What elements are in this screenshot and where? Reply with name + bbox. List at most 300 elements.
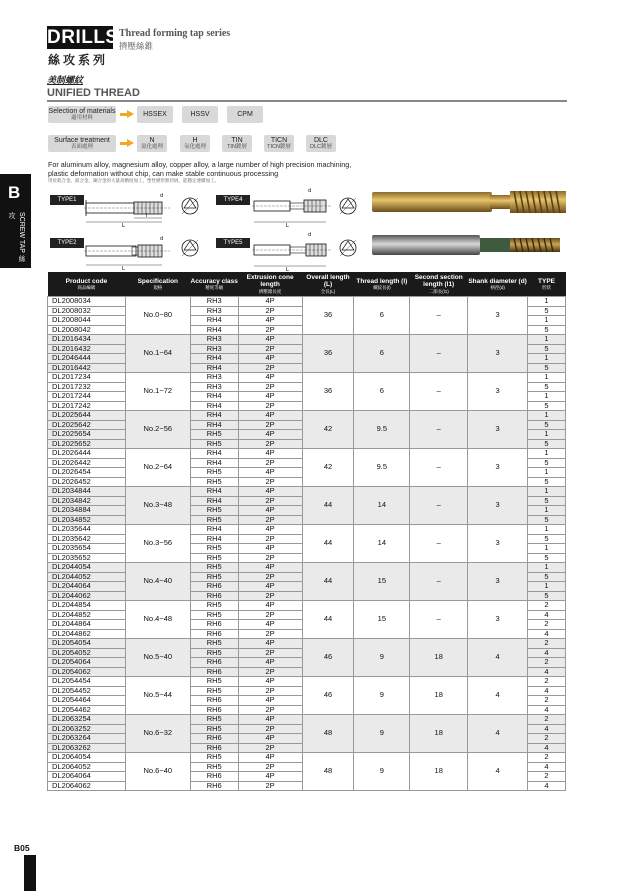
extrusion-cone-cell: 2P: [238, 401, 302, 411]
extrusion-cone-cell: 4P: [238, 677, 302, 687]
accuracy-class-cell: RH6: [190, 705, 238, 715]
surface-label-cn: 表面處理: [70, 144, 93, 151]
product-code-cell: DL2044052: [48, 572, 126, 582]
description-line: For aluminum alloy, magnesium alloy, copper alloy, a large number of high precision machining,: [48, 160, 352, 169]
specification-cell: No.4−48: [125, 601, 190, 639]
product-code-cell: DL2054454: [48, 677, 126, 687]
type2-tap-drawing: [84, 231, 176, 271]
accuracy-class-cell: RH5: [190, 715, 238, 725]
section-title: UNIFIED THREAD: [47, 87, 140, 99]
extrusion-cone-cell: 4P: [238, 544, 302, 554]
shank-diameter-cell: 4: [468, 677, 528, 715]
type-cell: 5: [528, 477, 566, 487]
col-extrusion-cone-length: [238, 272, 302, 297]
header-label-cn: 形狀: [542, 285, 551, 291]
product-code-cell: DL2063252: [48, 724, 126, 734]
shank-diameter-cell: 3: [468, 525, 528, 563]
extrusion-cone-cell: 4P: [238, 316, 302, 326]
extrusion-cone-cell: 2P: [238, 705, 302, 715]
type-cell: 2: [528, 677, 566, 687]
extrusion-cone-cell: 2P: [238, 667, 302, 677]
specification-cell: No.4−40: [125, 563, 190, 601]
col-accuracy-class: [190, 272, 238, 297]
surface-option-name: N: [149, 136, 155, 144]
accuracy-class-cell: RH4: [190, 354, 238, 364]
product-code-cell: DL2025642: [48, 420, 126, 430]
extrusion-cone-cell: 2P: [238, 610, 302, 620]
product-code-cell: DL2034852: [48, 515, 126, 525]
surface-option-h: [180, 135, 210, 152]
thread-length-cell: 9.5: [354, 449, 410, 487]
type-cell: 5: [528, 306, 566, 316]
type-cell: 5: [528, 420, 566, 430]
header-label: Overall length (L): [306, 273, 350, 289]
shank-diameter-cell: 4: [468, 639, 528, 677]
extrusion-cone-cell: 2P: [238, 515, 302, 525]
accuracy-class-cell: RH4: [190, 449, 238, 459]
table-header-row: [48, 272, 566, 297]
shank-diameter-cell: 4: [468, 715, 528, 753]
type-cell: 4: [528, 743, 566, 753]
type-cell: 5: [528, 401, 566, 411]
accuracy-class-cell: RH6: [190, 582, 238, 592]
table-row: [48, 449, 566, 459]
header-label-cn: 精度等級: [205, 285, 224, 291]
extrusion-cone-cell: 2P: [238, 743, 302, 753]
product-code-cell: DL2044062: [48, 591, 126, 601]
page-edge-bar: [24, 855, 36, 891]
product-code-cell: DL2034884: [48, 506, 126, 516]
type-cell: 4: [528, 629, 566, 639]
surface-option-cn: TICN鍍層: [267, 144, 291, 151]
overall-length-cell: 48: [302, 753, 354, 791]
extrusion-cone-cell: 2P: [238, 344, 302, 354]
materials-label: [48, 106, 116, 123]
accuracy-class-cell: RH4: [190, 525, 238, 535]
type-cell: 2: [528, 639, 566, 649]
product-code-cell: DL2054054: [48, 639, 126, 649]
accuracy-class-cell: RH4: [190, 411, 238, 421]
shank-diameter-cell: 3: [468, 449, 528, 487]
tap-photo-dark: [370, 230, 570, 260]
product-code-cell: DL2026444: [48, 449, 126, 459]
header-label: Extrusion cone length: [246, 273, 294, 289]
accuracy-class-cell: RH3: [190, 344, 238, 354]
type-cell: 4: [528, 762, 566, 772]
accuracy-class-cell: RH4: [190, 487, 238, 497]
accuracy-class-cell: RH6: [190, 734, 238, 744]
accuracy-class-cell: RH4: [190, 420, 238, 430]
type-cell: 1: [528, 373, 566, 383]
overall-length-cell: 36: [302, 373, 354, 411]
product-code-cell: DL2044054: [48, 563, 126, 573]
extrusion-cone-cell: 4P: [238, 297, 302, 307]
arrow-head-icon: [127, 110, 134, 118]
extrusion-cone-cell: 2P: [238, 439, 302, 449]
extrusion-cone-cell: 2P: [238, 553, 302, 563]
product-code-cell: DL2054062: [48, 667, 126, 677]
chapter-letter: B: [8, 183, 21, 202]
series-title-en: Thread forming tap series: [119, 28, 231, 39]
col-overall-length: [302, 272, 354, 297]
table-row: [48, 525, 566, 535]
extrusion-cone-cell: 2P: [238, 629, 302, 639]
product-code-cell: DL2044064: [48, 582, 126, 592]
product-code-cell: DL2008034: [48, 297, 126, 307]
header-label-cn: 二節長(l1): [428, 288, 449, 294]
col-type: [528, 272, 566, 297]
brand-logo: DRILLS: [47, 27, 119, 48]
type-cell: 1: [528, 544, 566, 554]
type-cell: 5: [528, 325, 566, 335]
header-label: Specification: [137, 277, 179, 285]
accuracy-class-cell: RH4: [190, 325, 238, 335]
second-section-length-cell: –: [410, 487, 468, 525]
extrusion-cone-cell: 2P: [238, 306, 302, 316]
thread-length-cell: 6: [354, 297, 410, 335]
product-code-cell: DL2044864: [48, 620, 126, 630]
specification-cell: No.1−64: [125, 335, 190, 373]
type-cell: 4: [528, 686, 566, 696]
second-section-length-cell: –: [410, 373, 468, 411]
type4-end-view-icon: [336, 194, 360, 218]
extrusion-cone-cell: 2P: [238, 572, 302, 582]
type4-label: TYPE4: [216, 195, 250, 205]
extrusion-cone-cell: 4P: [238, 753, 302, 763]
header-label-cn: 螺紋長(l): [373, 285, 391, 291]
accuracy-class-cell: RH5: [190, 753, 238, 763]
chapter-tab: [0, 174, 31, 268]
second-section-length-cell: –: [410, 601, 468, 639]
second-section-length-cell: –: [410, 297, 468, 335]
product-code-cell: DL2035642: [48, 534, 126, 544]
type-cell: 1: [528, 563, 566, 573]
extrusion-cone-cell: 4P: [238, 430, 302, 440]
extrusion-cone-cell: 4P: [238, 601, 302, 611]
shank-diameter-cell: 3: [468, 601, 528, 639]
col-specification: [125, 272, 190, 297]
svg-text:l: l: [146, 213, 148, 219]
accuracy-class-cell: RH5: [190, 439, 238, 449]
accuracy-class-cell: RH5: [190, 572, 238, 582]
table-row: [48, 487, 566, 497]
product-code-cell: DL2054464: [48, 696, 126, 706]
surface-option-name: H: [192, 136, 198, 144]
description-cn: 用於鋁合金、鎂合金、銅合金的大量高精度加工，塑性變形無切屑，能穩定連續加工。: [48, 178, 219, 183]
thread-length-cell: 9: [354, 677, 410, 715]
svg-text:d: d: [308, 232, 312, 238]
accuracy-class-cell: RH5: [190, 762, 238, 772]
specification-cell: No.6−32: [125, 715, 190, 753]
arrow-head-icon: [127, 139, 134, 147]
accuracy-class-cell: RH5: [190, 677, 238, 687]
thread-length-cell: 15: [354, 601, 410, 639]
type1-tap-drawing: [84, 188, 176, 228]
specification-cell: No.5−40: [125, 639, 190, 677]
accuracy-class-cell: RH5: [190, 515, 238, 525]
accuracy-class-cell: RH5: [190, 506, 238, 516]
tap-photo-gold: [370, 186, 570, 218]
specification-cell: No.2−56: [125, 411, 190, 449]
product-code-cell: DL2035652: [48, 553, 126, 563]
type-cell: 1: [528, 468, 566, 478]
surface-option-cn: 氮化處理: [140, 144, 163, 151]
accuracy-class-cell: RH4: [190, 496, 238, 506]
col-product-code: [48, 272, 126, 297]
type-cell: 2: [528, 601, 566, 611]
col-second-section-length: [410, 272, 468, 297]
thread-length-cell: 14: [354, 487, 410, 525]
header-label: Shank diameter (d): [468, 277, 527, 285]
accuracy-class-cell: RH5: [190, 648, 238, 658]
product-code-cell: DL2026442: [48, 458, 126, 468]
extrusion-cone-cell: 4P: [238, 715, 302, 725]
accuracy-class-cell: RH6: [190, 772, 238, 782]
product-code-cell: DL2017242: [48, 401, 126, 411]
product-code-cell: DL2064054: [48, 753, 126, 763]
table-row: [48, 335, 566, 345]
thread-length-cell: 9: [354, 715, 410, 753]
surface-option-cn: TIN鍍層: [227, 144, 247, 151]
shank-diameter-cell: 3: [468, 335, 528, 373]
accuracy-class-cell: RH4: [190, 363, 238, 373]
type-cell: 5: [528, 515, 566, 525]
material-option-label: CPM: [237, 110, 253, 118]
extrusion-cone-cell: 4P: [238, 373, 302, 383]
description: [48, 160, 351, 178]
specification-cell: No.3−48: [125, 487, 190, 525]
section-divider: [47, 100, 567, 102]
type2-end-view-icon: [178, 236, 202, 260]
product-table: [47, 272, 566, 791]
type-cell: 4: [528, 648, 566, 658]
material-option-hssv: [182, 106, 218, 123]
product-code-cell: DL2025644: [48, 411, 126, 421]
overall-length-cell: 44: [302, 563, 354, 601]
table-row: [48, 297, 566, 307]
accuracy-class-cell: RH5: [190, 544, 238, 554]
surface-option-name: TIN: [231, 136, 243, 144]
accuracy-class-cell: RH5: [190, 477, 238, 487]
extrusion-cone-cell: 4P: [238, 620, 302, 630]
type1-end-view-icon: [178, 194, 202, 218]
type-cell: 1: [528, 506, 566, 516]
type-cell: 4: [528, 610, 566, 620]
accuracy-class-cell: RH5: [190, 430, 238, 440]
product-code-cell: DL2025652: [48, 439, 126, 449]
specification-cell: No.1−72: [125, 373, 190, 411]
type2-label: TYPE2: [50, 238, 84, 248]
product-code-cell: DL2017234: [48, 373, 126, 383]
type1-label: TYPE1: [50, 195, 84, 205]
type-cell: 1: [528, 335, 566, 345]
accuracy-class-cell: RH4: [190, 401, 238, 411]
product-code-cell: DL2008032: [48, 306, 126, 316]
table-row: [48, 411, 566, 421]
chapter-label-en: SCREW TAP: [18, 212, 25, 253]
accuracy-class-cell: RH6: [190, 667, 238, 677]
header-label-cn: 擠壓錐長度: [258, 288, 282, 294]
table-row: [48, 601, 566, 611]
overall-length-cell: 46: [302, 677, 354, 715]
type-cell: 1: [528, 411, 566, 421]
product-code-cell: DL2008044: [48, 316, 126, 326]
product-code-cell: DL2054452: [48, 686, 126, 696]
extrusion-cone-cell: 4P: [238, 639, 302, 649]
product-code-cell: DL2054052: [48, 648, 126, 658]
extrusion-cone-cell: 2P: [238, 477, 302, 487]
type-cell: 1: [528, 525, 566, 535]
product-code-cell: DL2034844: [48, 487, 126, 497]
table-row: [48, 753, 566, 763]
accuracy-class-cell: RH3: [190, 306, 238, 316]
accuracy-class-cell: RH6: [190, 591, 238, 601]
extrusion-cone-cell: 2P: [238, 420, 302, 430]
extrusion-cone-cell: 2P: [238, 382, 302, 392]
accuracy-class-cell: RH3: [190, 373, 238, 383]
product-code-cell: DL2063254: [48, 715, 126, 725]
arrow-right-icon: [120, 142, 127, 145]
surface-option-name: DLC: [313, 136, 328, 144]
extrusion-cone-cell: 2P: [238, 458, 302, 468]
accuracy-class-cell: RH5: [190, 686, 238, 696]
specification-cell: No.5−44: [125, 677, 190, 715]
accuracy-class-cell: RH5: [190, 563, 238, 573]
product-code-cell: DL2063262: [48, 743, 126, 753]
type-cell: 2: [528, 734, 566, 744]
shank-diameter-cell: 3: [468, 373, 528, 411]
type-cell: 2: [528, 620, 566, 630]
type-cell: 5: [528, 363, 566, 373]
extrusion-cone-cell: 4P: [238, 487, 302, 497]
accuracy-class-cell: RH6: [190, 781, 238, 791]
type-cell: 2: [528, 753, 566, 763]
chapter-label-cn: 絲攻: [8, 212, 25, 262]
table-row: [48, 677, 566, 687]
extrusion-cone-cell: 4P: [238, 696, 302, 706]
type-cell: 5: [528, 572, 566, 582]
type-cell: 1: [528, 487, 566, 497]
shank-diameter-cell: 3: [468, 411, 528, 449]
header-label: Product code: [65, 277, 108, 285]
product-code-cell: DL2017232: [48, 382, 126, 392]
product-code-cell: DL2034842: [48, 496, 126, 506]
product-code-cell: DL2035644: [48, 525, 126, 535]
product-code-cell: DL2064064: [48, 772, 126, 782]
product-code-cell: DL2064062: [48, 781, 126, 791]
extrusion-cone-cell: 4P: [238, 772, 302, 782]
accuracy-class-cell: RH6: [190, 658, 238, 668]
type-cell: 4: [528, 705, 566, 715]
type4-tap-drawing: [252, 184, 336, 228]
arrow-right-icon: [120, 113, 127, 116]
header-label: Accuracy class: [190, 277, 238, 285]
type-cell: 1: [528, 449, 566, 459]
extrusion-cone-cell: 2P: [238, 496, 302, 506]
second-section-length-cell: 18: [410, 639, 468, 677]
product-code-cell: DL2046444: [48, 354, 126, 364]
material-option-label: HSSEX: [143, 110, 167, 118]
type-cell: 5: [528, 439, 566, 449]
extrusion-cone-cell: 4P: [238, 582, 302, 592]
type-cell: 4: [528, 667, 566, 677]
surface-option-name: TICN: [270, 136, 288, 144]
extrusion-cone-cell: 2P: [238, 534, 302, 544]
svg-text:L: L: [286, 267, 289, 272]
shank-diameter-cell: 4: [468, 753, 528, 791]
svg-text:L: L: [286, 223, 289, 228]
table-row: [48, 373, 566, 383]
accuracy-class-cell: RH5: [190, 553, 238, 563]
specification-cell: No.3−56: [125, 525, 190, 563]
extrusion-cone-cell: 2P: [238, 648, 302, 658]
extrusion-cone-cell: 4P: [238, 658, 302, 668]
header-label-cn: 柄徑(d): [490, 285, 505, 291]
table-row: [48, 563, 566, 573]
svg-text:d: d: [160, 193, 164, 199]
product-code-cell: DL2044862: [48, 629, 126, 639]
catalog-title-cn: 絲攻系列: [48, 53, 109, 67]
specification-cell: No.6−40: [125, 753, 190, 791]
shank-diameter-cell: 3: [468, 563, 528, 601]
table-body: [48, 297, 566, 791]
table-row: [48, 715, 566, 725]
extrusion-cone-cell: 4P: [238, 506, 302, 516]
chapter-label: [6, 212, 26, 268]
second-section-length-cell: –: [410, 525, 468, 563]
extrusion-cone-cell: 4P: [238, 468, 302, 478]
second-section-length-cell: 18: [410, 715, 468, 753]
thread-length-cell: 14: [354, 525, 410, 563]
type-cell: 1: [528, 316, 566, 326]
accuracy-class-cell: RH3: [190, 382, 238, 392]
materials-label-text: Selection of materials: [48, 107, 116, 115]
product-code-cell: DL2016432: [48, 344, 126, 354]
thread-length-cell: 15: [354, 563, 410, 601]
header-label: Second section length (l1): [414, 273, 463, 289]
thread-length-cell: 6: [354, 335, 410, 373]
material-option-hssex: [137, 106, 173, 123]
material-option-label: HSSV: [190, 110, 210, 118]
col-thread-length: [354, 272, 410, 297]
header-label-cn: 全長(L): [320, 288, 336, 294]
overall-length-cell: 44: [302, 525, 354, 563]
extrusion-cone-cell: 4P: [238, 734, 302, 744]
type-cell: 1: [528, 582, 566, 592]
second-section-length-cell: –: [410, 335, 468, 373]
type-cell: 5: [528, 458, 566, 468]
header-label: TYPE: [538, 277, 555, 285]
surface-label-text: Surface treatment: [54, 136, 110, 144]
type-cell: 2: [528, 696, 566, 706]
thread-length-cell: 9: [354, 639, 410, 677]
description-line: plastic deformation without chip, can make stable continuous processing: [48, 169, 279, 178]
overall-length-cell: 48: [302, 715, 354, 753]
product-code-cell: DL2008042: [48, 325, 126, 335]
overall-length-cell: 42: [302, 411, 354, 449]
product-code-cell: DL2016442: [48, 363, 126, 373]
type-cell: 5: [528, 534, 566, 544]
table-row: [48, 639, 566, 649]
accuracy-class-cell: RH4: [190, 316, 238, 326]
type-cell: 5: [528, 382, 566, 392]
thread-length-cell: 6: [354, 373, 410, 411]
type-cell: 1: [528, 392, 566, 402]
type5-tap-drawing: [252, 228, 336, 272]
extrusion-cone-cell: 2P: [238, 325, 302, 335]
extrusion-cone-cell: 4P: [238, 563, 302, 573]
product-code-cell: DL2044854: [48, 601, 126, 611]
